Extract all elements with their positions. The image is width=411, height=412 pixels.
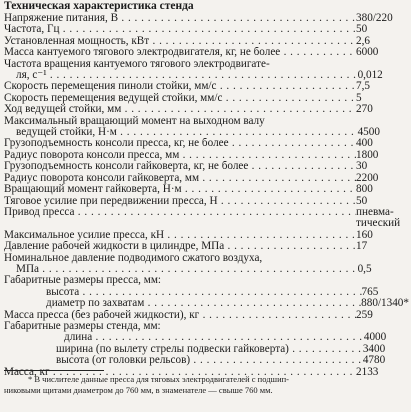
spec-value: 400	[356, 137, 373, 150]
spec-label: высота (от головки рельсов) . . .	[4, 355, 363, 366]
footnote-rule	[4, 370, 104, 371]
spec-value: 380/220	[356, 12, 393, 24]
spec-row	[4, 184, 409, 195]
spec-row	[4, 207, 409, 218]
spec-label: ля, с⁻¹ . . .	[4, 70, 358, 81]
spec-row	[4, 310, 409, 321]
spec-value: 765	[361, 285, 379, 298]
spec-label: Частота вращения кантуемого тягового электродвигате-	[4, 58, 270, 70]
spec-label: Частота, Гц . . .	[4, 24, 356, 35]
spec-value: 30	[356, 160, 368, 173]
spec-value: тический	[356, 217, 401, 230]
spec-label: Привод пресса . . .	[4, 207, 356, 218]
spec-value: 880/1340*	[361, 297, 409, 310]
spec-row	[4, 138, 409, 149]
spec-value: 3400	[362, 342, 386, 355]
spec-row	[4, 13, 409, 24]
spec-label: Скорость перемещения ведущей стойки, мм/с . . .	[4, 93, 356, 104]
spec-row	[4, 70, 409, 81]
spec-row	[4, 355, 409, 366]
spec-row	[4, 241, 409, 252]
spec-value: 800	[356, 183, 373, 196]
footnote	[4, 374, 409, 395]
spec-value: 0,5	[357, 262, 372, 275]
spec-row	[4, 173, 409, 184]
spec-value: 6000	[356, 46, 379, 59]
spec-label: Давление рабочей жидкости в цилиндре, МПа . . .	[4, 241, 356, 252]
spec-row	[4, 127, 409, 138]
spec-value: пневма-	[356, 205, 394, 218]
spec-row	[4, 24, 409, 35]
spec-label: ведущей стойки, Н·м . . .	[4, 127, 358, 138]
footnote-line: * В числителе данные пресса для тяговых электродвигателей с подшип-	[28, 374, 290, 384]
spec-label: высота . . .	[4, 287, 362, 298]
spec-row	[4, 36, 409, 47]
spec-value: 50	[356, 23, 368, 36]
spec-value: 259	[356, 308, 373, 321]
spec-value: 7,5	[356, 80, 370, 93]
spec-value: 4500	[357, 126, 380, 139]
spec-row	[4, 116, 409, 127]
spec-row	[4, 59, 409, 70]
spec-label: длина . . .	[4, 332, 364, 343]
spec-row	[4, 321, 409, 332]
spec-row	[4, 275, 409, 286]
spec-label: диаметр по захватам . . .	[4, 298, 361, 309]
spec-row	[4, 150, 409, 161]
spec-row	[4, 344, 409, 355]
spec-value: 4780	[362, 354, 386, 367]
spec-label: Грузоподъемность консоли гайковерта, кг, не более . . .	[4, 161, 356, 172]
spec-value: 0,012	[357, 69, 383, 82]
spec-row	[4, 287, 409, 298]
spec-row	[4, 47, 409, 58]
spec-value: 1800	[356, 148, 379, 161]
spec-label: Габаритные размеры стенда, мм:	[4, 320, 161, 332]
spec-value: 270	[356, 103, 373, 116]
spec-table	[4, 13, 409, 378]
spec-label: Масса, кг . . .	[4, 367, 356, 378]
spec-row	[4, 93, 409, 104]
spec-row	[4, 264, 409, 275]
spec-value: 2200	[356, 171, 379, 184]
spec-row	[4, 196, 409, 207]
spec-row	[4, 230, 409, 241]
spec-label: Скорость перемещения пиноли стойки, мм/с . . .	[4, 81, 356, 92]
spec-row	[4, 161, 409, 172]
spec-label: Установленная мощность, кВт . . .	[4, 36, 356, 47]
spec-label: Радиус поворота консоли гайковерта, мм . . .	[4, 173, 356, 184]
spec-label: Габаритные размеры пресса, мм:	[4, 275, 162, 287]
spec-row	[4, 218, 409, 229]
spec-label: МПа . . .	[4, 264, 358, 275]
spec-label: Напряжение питания, В . . .	[4, 13, 356, 24]
spec-label: Максимальный вращающий момент на выходном валу	[4, 115, 265, 127]
spec-label: Масса пресса (без рабочей жидкости), кг . . .	[4, 310, 356, 321]
spec-row	[4, 81, 409, 92]
spec-value: 160	[356, 228, 373, 241]
spec-value: 17	[356, 240, 368, 253]
spec-row	[4, 298, 409, 309]
spec-label: Тяговое усилие при передвижении пресса, Н . . .	[4, 196, 356, 207]
spec-label: Масса кантуемого тягового электродвигателя, кг, не более . . .	[4, 47, 356, 58]
spec-label: Номинальное давление подводимого сжатого воздуха,	[4, 252, 263, 264]
spec-label: Вращающий момент гайковерта, Н·м . . .	[4, 184, 356, 195]
spec-label: ширина (по вылету стрелы подвески гайковерта) . . .	[4, 344, 363, 355]
spec-row	[4, 332, 409, 343]
footnote-line: никовыми щитами диаметром до 760 мм, в знаменателе — свыше 760 мм.	[4, 384, 273, 395]
spec-label: Максимальное усилие пресса, кН . . .	[4, 230, 356, 241]
spec-value: 50	[356, 194, 368, 207]
spec-label: Радиус поворота консоли пресса, мм . . .	[4, 150, 356, 161]
spec-value: 4000	[363, 331, 387, 344]
spec-value: 2,6	[356, 34, 370, 47]
spec-label: Ход ведущей стойки, мм . . .	[4, 104, 356, 115]
spec-value: 5	[356, 91, 362, 104]
spec-row	[4, 253, 409, 264]
spec-value: 2133	[356, 365, 379, 378]
spec-label: Грузоподъемность консоли пресса, кг, не более . . .	[4, 138, 356, 149]
spec-row	[4, 104, 409, 115]
section-title: Техническая характеристика стенда	[4, 0, 194, 12]
